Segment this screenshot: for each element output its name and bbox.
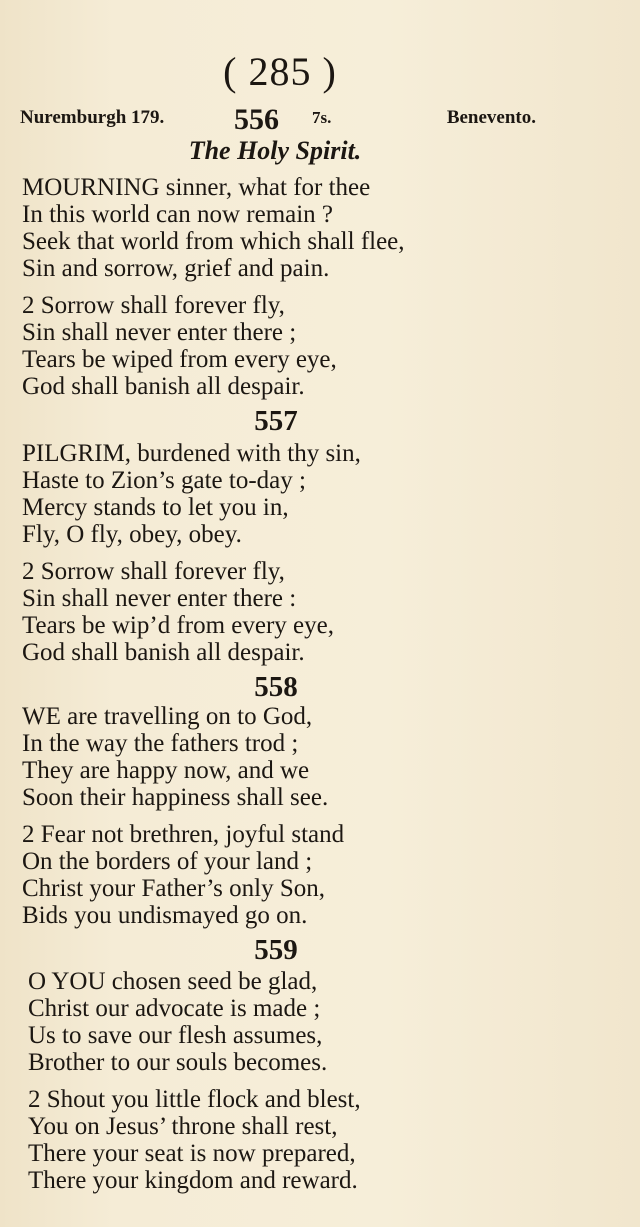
hymn-556-verse-1 (22, 174, 405, 282)
verse-line: Christ our advocate is made ; (28, 995, 321, 1022)
verse-line: Fly, O fly, obey, obey. (22, 521, 242, 548)
hymn-number-557: 557 (254, 405, 298, 437)
verse-line: 2 Sorrow shall forever fly, (22, 292, 285, 319)
verse-line: Tears be wiped from every eye, (22, 346, 337, 373)
hymn-557-verse-2 (22, 558, 334, 666)
hymn-559-verse-1 (28, 968, 327, 1076)
hymn-558-verse-1 (22, 703, 328, 811)
verse-line: On the borders of your land ; (22, 848, 313, 875)
hymn-number-558: 558 (254, 671, 298, 703)
verse-line: O YOU chosen seed be glad, (28, 968, 318, 995)
verse-line: Sin shall never enter there ; (22, 319, 297, 346)
verse-line: You on Jesus’ throne shall rest, (28, 1113, 338, 1140)
tune-line (20, 103, 536, 137)
tune-name-left: Nuremburgh 179. (20, 107, 165, 128)
verse-line: Bids you undismayed go on. (22, 902, 308, 929)
verse-line: Us to save our flesh assumes, (28, 1022, 323, 1049)
verse-line: MOURNING sinner, what for thee (22, 174, 371, 201)
verse-line: Sin shall never enter there : (22, 585, 297, 612)
hymn-557-verse-1 (22, 440, 361, 548)
verse-line: Soon their happiness shall see. (22, 784, 329, 811)
verse-line: There your seat is now prepared, (28, 1140, 356, 1167)
verse-line: PILGRIM, burdened with thy sin, (22, 440, 361, 467)
verse-line: Brother to our souls becomes. (28, 1049, 328, 1076)
verse-line: 2 Fear not brethren, joyful stand (22, 821, 345, 848)
hymn-556-verse-2 (22, 292, 337, 400)
verse-line: Christ your Father’s only Son, (22, 875, 326, 902)
hymn-number-559: 559 (254, 934, 298, 966)
verse-line: Mercy stands to let you in, (22, 494, 289, 521)
tune-name-right: Benevento. (446, 107, 536, 128)
verse-line: In the way the fathers trod ; (22, 730, 299, 757)
verse-line: Haste to Zion’s gate to-day ; (22, 467, 306, 494)
verse-line: God shall banish all despair. (22, 373, 305, 400)
subject-heading: The Holy Spirit. (188, 136, 362, 165)
verse-line: In this world can now remain ? (22, 201, 334, 228)
verse-line: 2 Shout you little flock and blest, (28, 1086, 361, 1113)
page-number: ( 285 ) (223, 49, 337, 94)
verse-line: Sin and sorrow, grief and pain. (22, 255, 330, 282)
hymn-559-verse-2 (28, 1086, 361, 1194)
verse-line: God shall banish all despair. (22, 639, 305, 666)
verse-line: There your kingdom and reward. (28, 1167, 358, 1194)
hymn-558-verse-2 (22, 821, 344, 929)
verse-line: WE are travelling on to God, (22, 703, 313, 730)
verse-line: Seek that world from which shall flee, (22, 228, 405, 255)
meter: 7s. (312, 108, 332, 127)
verse-line: 2 Sorrow shall forever fly, (22, 558, 285, 585)
hymn-number-556: 556 (234, 103, 279, 136)
verse-line: Tears be wip’d from every eye, (22, 612, 334, 639)
verse-line: They are happy now, and we (22, 757, 310, 784)
